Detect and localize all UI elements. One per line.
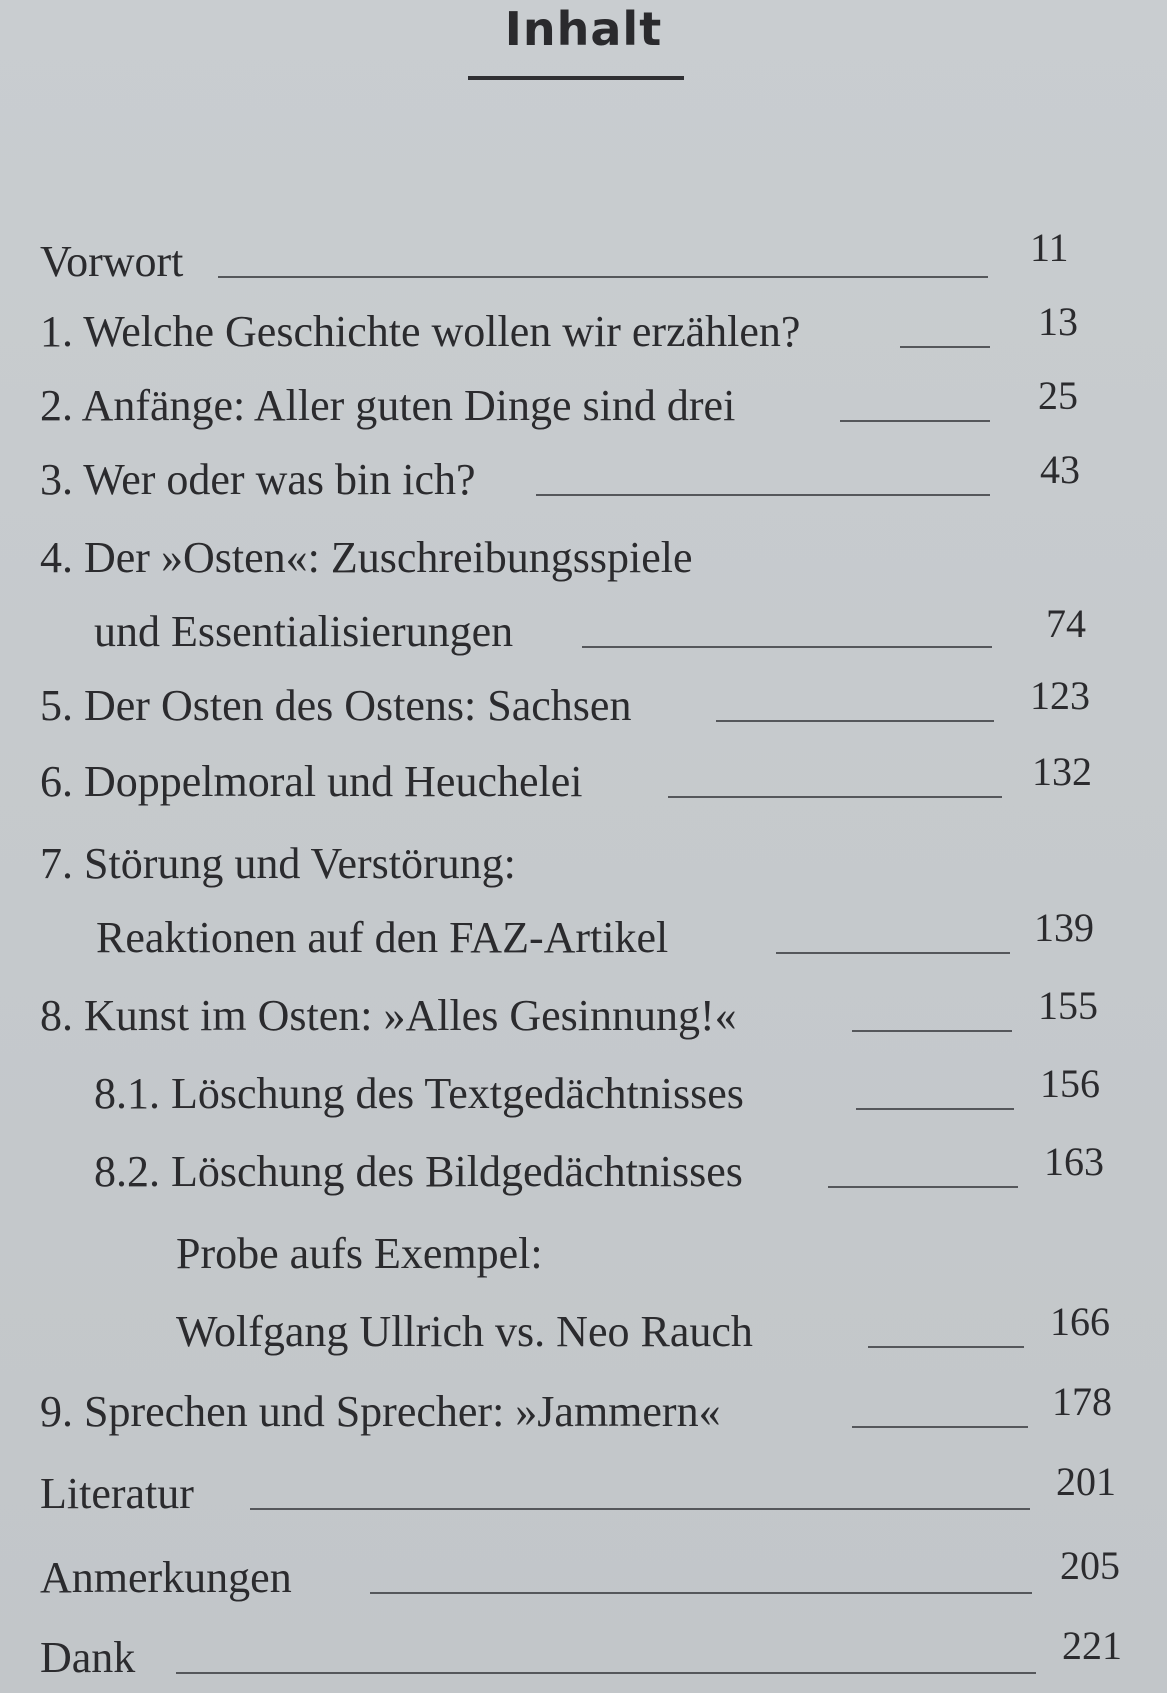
toc-page-number: 132 xyxy=(1032,749,1092,794)
toc-leader-line xyxy=(840,420,990,422)
toc-entry-chapter-3 xyxy=(0,446,1167,506)
toc-leader-line xyxy=(868,1346,1024,1348)
toc-entry-title: Vorwort xyxy=(40,237,184,286)
toc-leader-line xyxy=(218,276,988,278)
toc-entry-chapter-1 xyxy=(0,298,1167,358)
toc-entry-title: Anmerkungen xyxy=(40,1553,292,1602)
toc-entry-literatur xyxy=(0,1460,1167,1520)
toc-leader-line xyxy=(370,1592,1032,1594)
toc-entry-section-8-1 xyxy=(0,1060,1167,1120)
toc-leader-line xyxy=(536,494,990,496)
toc-page-number: 43 xyxy=(1040,447,1080,492)
toc-leader-line xyxy=(852,1426,1028,1428)
toc-page-number: 155 xyxy=(1038,983,1098,1028)
toc-entry-title: 3. Wer oder was bin ich? xyxy=(40,455,476,504)
toc-page-number: 13 xyxy=(1038,299,1078,344)
toc-entry-title: 5. Der Osten des Ostens: Sachsen xyxy=(40,681,632,730)
toc-page-number: 123 xyxy=(1030,673,1090,718)
toc-entry-title: 8.2. Löschung des Bildgedächtnisses xyxy=(94,1147,743,1196)
toc-entry-title: 6. Doppelmoral und Heuchelei xyxy=(40,757,583,806)
toc-entry-chapter-4-line1: 4. Der »Osten«: Zuschreibungsspiele xyxy=(40,533,693,582)
toc-entry-title: 8. Kunst im Osten: »Alles Gesinnung!« xyxy=(40,991,737,1040)
toc-entry-title: 1. Welche Geschichte wollen wir erzählen? xyxy=(40,307,801,356)
toc-leader-line xyxy=(828,1186,1018,1188)
toc-entry-section-8-2 xyxy=(0,1138,1167,1198)
toc-page-number: 201 xyxy=(1056,1459,1116,1504)
toc-entry-title: und Essentialisierungen xyxy=(94,607,514,656)
toc-page-number: 178 xyxy=(1052,1379,1112,1424)
toc-leader-line xyxy=(776,952,1010,954)
toc-page-number: 205 xyxy=(1060,1543,1120,1588)
toc-page-number: 25 xyxy=(1038,373,1078,418)
toc-page-number: 11 xyxy=(1030,225,1069,270)
toc-entry-dank xyxy=(0,1624,1167,1684)
toc-entry-chapter-7 xyxy=(0,904,1167,964)
page-title: Inhalt xyxy=(504,2,663,56)
toc-entry-chapter-9 xyxy=(0,1378,1167,1438)
toc-entry-title: Dank xyxy=(40,1633,136,1682)
toc-entry-chapter-2 xyxy=(0,372,1167,432)
toc-entry-title: Wolfgang Ullrich vs. Neo Rauch xyxy=(176,1307,753,1356)
toc-page-number: 139 xyxy=(1034,905,1094,950)
toc-entry-vorwort xyxy=(0,225,1167,288)
toc-leader-line xyxy=(856,1108,1014,1110)
toc-entry-subsection-line1: Probe aufs Exempel: xyxy=(176,1229,543,1278)
toc-entry-title: 2. Anfänge: Aller guten Dinge sind drei xyxy=(40,381,736,430)
toc-entry-title: 9. Sprechen und Sprecher: »Jammern« xyxy=(40,1387,721,1436)
toc-page-number: 166 xyxy=(1050,1299,1110,1344)
toc-entry-title: 8.1. Löschung des Textgedächtnisses xyxy=(94,1069,744,1118)
toc-leader-line xyxy=(852,1030,1012,1032)
toc-entry-subsection-probe xyxy=(0,1298,1167,1358)
toc-entry-chapter-7-line1: 7. Störung und Verstörung: xyxy=(40,839,516,888)
toc-entry-chapter-5 xyxy=(0,672,1167,732)
toc-entry-anmerkungen xyxy=(0,1544,1167,1604)
toc-leader-line xyxy=(668,796,1002,798)
toc-page-number: 221 xyxy=(1062,1623,1122,1668)
toc-leader-line xyxy=(250,1508,1030,1510)
toc-entry-chapter-6 xyxy=(0,748,1167,808)
toc-page-number: 163 xyxy=(1044,1139,1104,1184)
toc-entry-chapter-4 xyxy=(0,598,1167,658)
title-underline xyxy=(468,76,684,80)
toc-entry-title: Reaktionen auf den FAZ-Artikel xyxy=(96,913,669,962)
toc-page-number: 74 xyxy=(1046,601,1086,646)
toc-entry-chapter-8 xyxy=(0,982,1167,1042)
toc-leader-line xyxy=(716,720,994,722)
toc-leader-line xyxy=(582,646,992,648)
toc-page-number: 156 xyxy=(1040,1061,1100,1106)
toc-leader-line xyxy=(176,1672,1036,1674)
toc-leader-line xyxy=(900,346,990,348)
toc-entry-title: Literatur xyxy=(40,1469,194,1518)
